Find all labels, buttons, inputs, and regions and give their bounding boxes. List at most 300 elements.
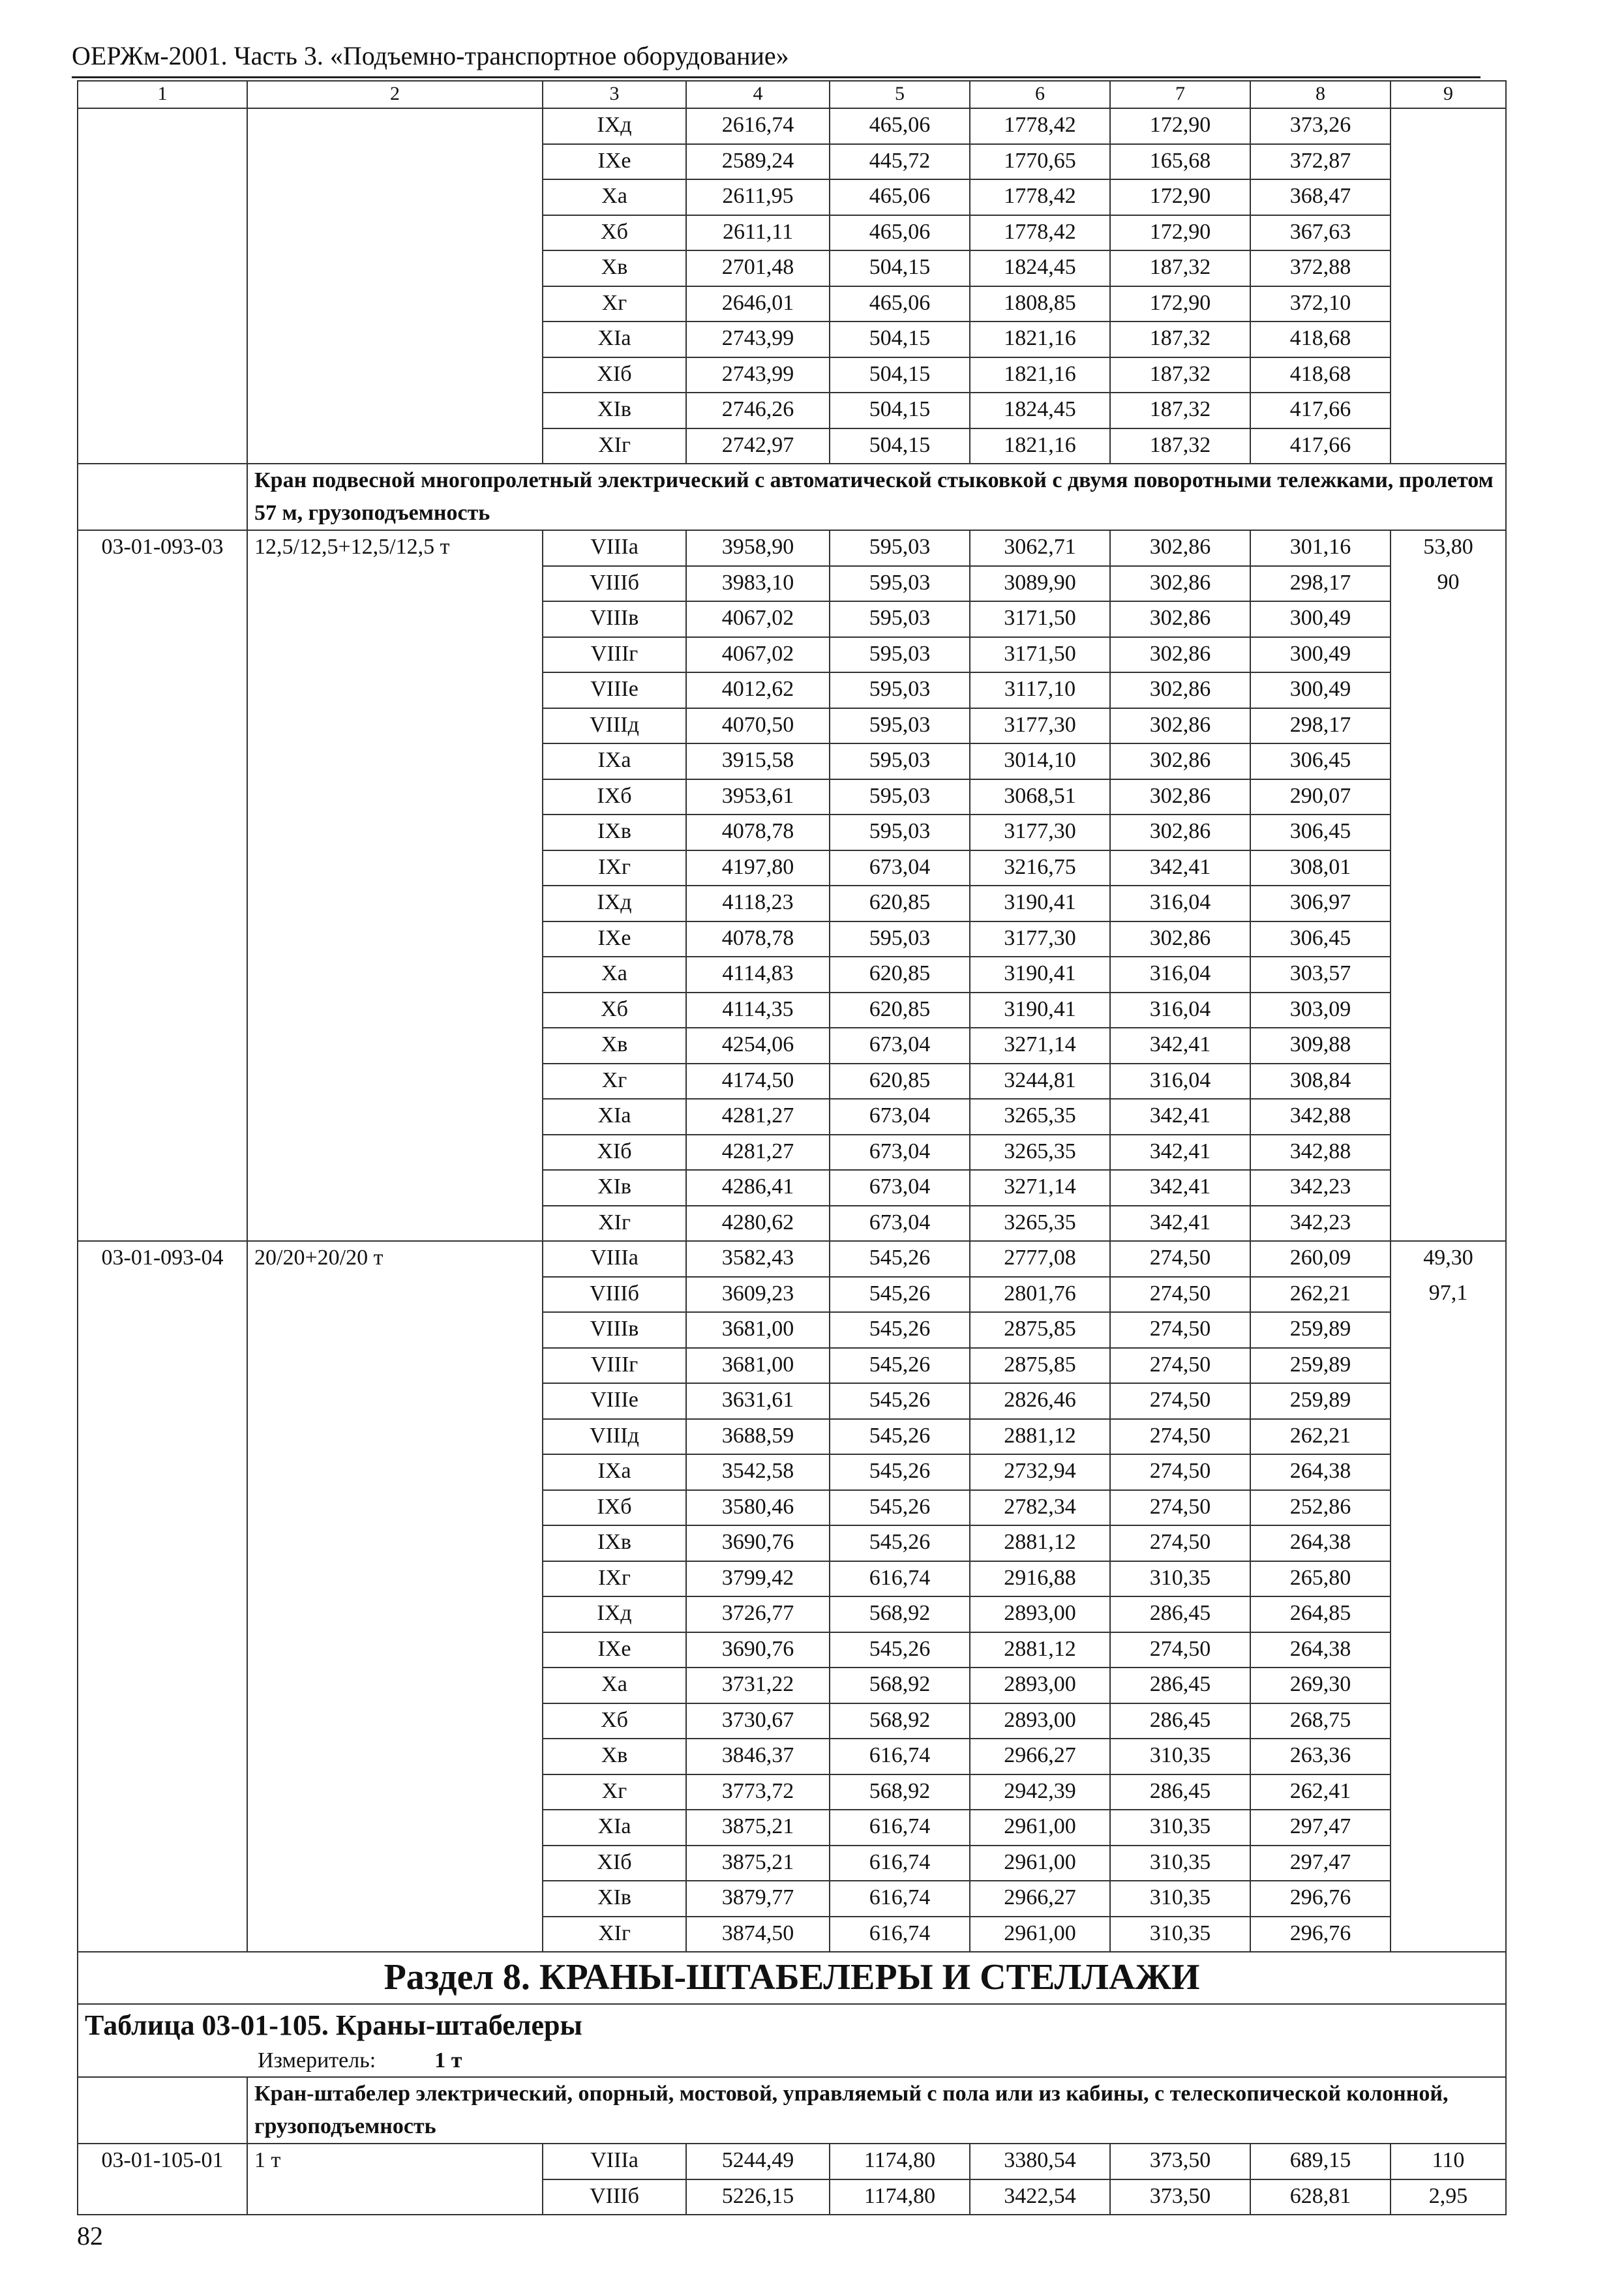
value-cell: 3846,37: [686, 1739, 830, 1774]
value-cell: 3681,00: [686, 1348, 830, 1384]
code-cell: [78, 1810, 247, 1846]
value-cell: 316,04: [1110, 993, 1250, 1028]
table-row: [78, 1881, 1506, 1917]
capacity-cell: [247, 286, 543, 322]
region-cell: XIг: [543, 428, 686, 464]
value-cell: 4197,80: [686, 850, 830, 886]
region-cell: Xв: [543, 1028, 686, 1064]
value-cell: 302,86: [1110, 921, 1250, 957]
col9-cell: [1391, 1099, 1506, 1135]
col9-cell: [1391, 1348, 1506, 1384]
col9-cell: [1391, 393, 1506, 428]
code-cell: [78, 250, 247, 286]
value-cell: 595,03: [830, 921, 970, 957]
region-cell: IXв: [543, 1525, 686, 1561]
value-cell: 3874,50: [686, 1917, 830, 1952]
value-cell: 545,26: [830, 1348, 970, 1384]
col9-cell: [1391, 743, 1506, 779]
capacity-cell: [247, 1525, 543, 1561]
col9-cell: [1391, 1596, 1506, 1632]
region-cell: Xб: [543, 215, 686, 251]
value-cell: 342,41: [1110, 850, 1250, 886]
code-cell: [78, 1064, 247, 1100]
col9-cell: [1391, 1312, 1506, 1348]
value-cell: 290,07: [1250, 779, 1391, 815]
code-cell: [78, 1490, 247, 1526]
value-cell: 595,03: [830, 530, 970, 566]
value-cell: 373,26: [1250, 108, 1391, 144]
value-cell: 4078,78: [686, 815, 830, 850]
capacity-cell: [247, 637, 543, 673]
value-cell: 309,88: [1250, 1028, 1391, 1064]
value-cell: 3542,58: [686, 1454, 830, 1490]
value-cell: 418,68: [1250, 357, 1391, 393]
value-cell: 504,15: [830, 428, 970, 464]
region-cell: IXв: [543, 815, 686, 850]
value-cell: 673,04: [830, 1206, 970, 1242]
capacity-cell: [247, 1348, 543, 1384]
value-cell: 595,03: [830, 779, 970, 815]
code-cell: [78, 1312, 247, 1348]
value-cell: 616,74: [830, 1881, 970, 1917]
capacity-cell: [247, 708, 543, 744]
value-cell: 2743,99: [686, 322, 830, 357]
value-cell: 3380,54: [970, 2144, 1110, 2179]
col9-cell: [1391, 1846, 1506, 1881]
code-cell: [78, 1099, 247, 1135]
value-cell: 3265,35: [970, 1135, 1110, 1171]
table-row: [78, 601, 1506, 637]
value-cell: 3271,14: [970, 1028, 1110, 1064]
value-cell: 259,89: [1250, 1312, 1391, 1348]
capacity-cell: [247, 1739, 543, 1774]
code-cell: [78, 2179, 247, 2215]
code-cell: [78, 1028, 247, 1064]
value-cell: 1821,16: [970, 428, 1110, 464]
value-cell: 172,90: [1110, 215, 1250, 251]
col9-cell: [1391, 1170, 1506, 1206]
value-cell: 4118,23: [686, 886, 830, 921]
column-number: 9: [1391, 81, 1506, 108]
value-cell: 308,84: [1250, 1064, 1391, 1100]
table-row: [78, 672, 1506, 708]
value-cell: 3089,90: [970, 566, 1110, 602]
page-number: 82: [77, 2221, 103, 2251]
table-title-cell: [78, 2004, 1506, 2048]
value-cell: 504,15: [830, 357, 970, 393]
value-cell: 262,21: [1250, 1277, 1391, 1313]
capacity-cell: [247, 144, 543, 180]
table-row: [78, 1241, 1506, 1277]
value-cell: 298,17: [1250, 708, 1391, 744]
value-cell: 3177,30: [970, 815, 1110, 850]
capacity-cell: [247, 2179, 543, 2215]
value-cell: 4067,02: [686, 601, 830, 637]
value-cell: 274,50: [1110, 1454, 1250, 1490]
value-cell: 620,85: [830, 993, 970, 1028]
value-cell: 4281,27: [686, 1135, 830, 1171]
capacity-cell: [247, 1632, 543, 1668]
capacity-cell: [247, 815, 543, 850]
value-cell: 342,41: [1110, 1206, 1250, 1242]
table-row: [78, 250, 1506, 286]
capacity-cell: [247, 921, 543, 957]
value-cell: 2701,48: [686, 250, 830, 286]
capacity-cell: [247, 850, 543, 886]
region-cell: VIIIе: [543, 1383, 686, 1419]
value-cell: 302,86: [1110, 743, 1250, 779]
col9-cell: 49,30: [1391, 1241, 1506, 1277]
table-row: [78, 1632, 1506, 1668]
value-cell: 296,76: [1250, 1881, 1391, 1917]
code-cell: [78, 179, 247, 215]
region-cell: IXд: [543, 108, 686, 144]
value-cell: 302,86: [1110, 779, 1250, 815]
value-cell: 4286,41: [686, 1170, 830, 1206]
value-cell: 310,35: [1110, 1881, 1250, 1917]
value-cell: 418,68: [1250, 322, 1391, 357]
capacity-cell: [247, 1383, 543, 1419]
region-cell: IXа: [543, 743, 686, 779]
value-cell: 187,32: [1110, 428, 1250, 464]
value-cell: 568,92: [830, 1668, 970, 1703]
col9-cell: [1391, 779, 1506, 815]
value-cell: 368,47: [1250, 179, 1391, 215]
region-cell: IXд: [543, 886, 686, 921]
table-row: [78, 179, 1506, 215]
col9-cell: [1391, 357, 1506, 393]
code-cell: [78, 1561, 247, 1597]
value-cell: 264,38: [1250, 1525, 1391, 1561]
capacity-cell: [247, 1028, 543, 1064]
capacity-cell: [247, 743, 543, 779]
value-cell: 3068,51: [970, 779, 1110, 815]
col9-cell: [1391, 1383, 1506, 1419]
col9-cell: [1391, 601, 1506, 637]
value-cell: 3875,21: [686, 1810, 830, 1846]
code-cell: [78, 815, 247, 850]
table-row: [78, 1739, 1506, 1774]
value-cell: 595,03: [830, 566, 970, 602]
value-cell: 2746,26: [686, 393, 830, 428]
value-cell: 2646,01: [686, 286, 830, 322]
value-cell: 259,89: [1250, 1348, 1391, 1384]
meter-value: 1 т: [434, 2048, 462, 2072]
region-cell: XIа: [543, 1810, 686, 1846]
value-cell: 2743,99: [686, 357, 830, 393]
table-row: [78, 1810, 1506, 1846]
table-title-row: [78, 2004, 1506, 2048]
col9-cell: [1391, 921, 1506, 957]
value-cell: 3730,67: [686, 1703, 830, 1739]
value-cell: 187,32: [1110, 322, 1250, 357]
value-cell: 4078,78: [686, 921, 830, 957]
value-cell: 2826,46: [970, 1383, 1110, 1419]
value-cell: 616,74: [830, 1810, 970, 1846]
value-cell: 2875,85: [970, 1348, 1110, 1384]
col9-cell: [1391, 1917, 1506, 1952]
region-cell: XIа: [543, 322, 686, 357]
region-cell: Xа: [543, 957, 686, 993]
value-cell: 3190,41: [970, 993, 1110, 1028]
value-cell: 4254,06: [686, 1028, 830, 1064]
table-row: [78, 1277, 1506, 1313]
value-cell: 3875,21: [686, 1846, 830, 1881]
table-row: [78, 1383, 1506, 1419]
capacity-cell: [247, 601, 543, 637]
table-row: [78, 530, 1506, 566]
value-cell: 595,03: [830, 708, 970, 744]
value-cell: 3171,50: [970, 637, 1110, 673]
col9-cell: [1391, 1561, 1506, 1597]
table-row: [78, 1525, 1506, 1561]
region-cell: IXг: [543, 1561, 686, 1597]
capacity-cell: [247, 1064, 543, 1100]
table-row: [78, 779, 1506, 815]
region-cell: IXе: [543, 144, 686, 180]
col9-cell: [1391, 1419, 1506, 1455]
region-cell: Xа: [543, 179, 686, 215]
value-cell: 2732,94: [970, 1454, 1110, 1490]
value-cell: 1778,42: [970, 108, 1110, 144]
value-cell: 269,30: [1250, 1668, 1391, 1703]
value-cell: 545,26: [830, 1277, 970, 1313]
value-cell: 300,49: [1250, 601, 1391, 637]
value-cell: 252,86: [1250, 1490, 1391, 1526]
capacity-cell: [247, 357, 543, 393]
capacity-cell: 12,5/12,5+12,5/12,5 т: [247, 530, 543, 566]
region-cell: IXб: [543, 779, 686, 815]
code-cell: [78, 1454, 247, 1490]
value-cell: 264,38: [1250, 1454, 1391, 1490]
value-cell: 172,90: [1110, 108, 1250, 144]
col9-cell: 90: [1391, 566, 1506, 602]
value-cell: 3216,75: [970, 850, 1110, 886]
value-cell: 4114,83: [686, 957, 830, 993]
value-cell: 3422,54: [970, 2179, 1110, 2215]
value-cell: 545,26: [830, 1525, 970, 1561]
value-cell: 3773,72: [686, 1774, 830, 1810]
code-cell: [78, 322, 247, 357]
code-cell: [78, 1419, 247, 1455]
value-cell: 1821,16: [970, 322, 1110, 357]
region-cell: VIIIг: [543, 1348, 686, 1384]
col9-cell: [1391, 322, 1506, 357]
value-cell: 4280,62: [686, 1206, 830, 1242]
region-cell: Xб: [543, 993, 686, 1028]
value-cell: 3244,81: [970, 1064, 1110, 1100]
value-cell: 187,32: [1110, 357, 1250, 393]
value-cell: 545,26: [830, 1383, 970, 1419]
region-cell: Xг: [543, 286, 686, 322]
value-cell: 3190,41: [970, 957, 1110, 993]
region-cell: Xг: [543, 1774, 686, 1810]
region-cell: Xв: [543, 250, 686, 286]
value-cell: 342,23: [1250, 1206, 1391, 1242]
value-cell: 5244,49: [686, 2144, 830, 2179]
value-cell: 373,50: [1110, 2144, 1250, 2179]
col9-cell: [1391, 1028, 1506, 1064]
meter-cell: [78, 2048, 1506, 2077]
table-row: [78, 1668, 1506, 1703]
value-cell: 673,04: [830, 1099, 970, 1135]
region-cell: IXд: [543, 1596, 686, 1632]
value-cell: 296,76: [1250, 1917, 1391, 1952]
value-cell: 342,41: [1110, 1135, 1250, 1171]
column-number: 1: [78, 81, 247, 108]
value-cell: 165,68: [1110, 144, 1250, 180]
table-row: [78, 708, 1506, 744]
value-cell: 3177,30: [970, 708, 1110, 744]
table-row: [78, 993, 1506, 1028]
code-cell: 03-01-105-01: [78, 2144, 247, 2179]
price-table: [77, 80, 1507, 2215]
value-cell: 1778,42: [970, 215, 1110, 251]
value-cell: 545,26: [830, 1312, 970, 1348]
table-row: [78, 1064, 1506, 1100]
value-cell: 302,86: [1110, 637, 1250, 673]
capacity-cell: [247, 1810, 543, 1846]
col9-cell: [1391, 1703, 1506, 1739]
region-cell: XIв: [543, 1170, 686, 1206]
table-row: [78, 1917, 1506, 1952]
code-cell: [78, 428, 247, 464]
capacity-cell: [247, 957, 543, 993]
value-cell: 595,03: [830, 672, 970, 708]
region-cell: XIг: [543, 1206, 686, 1242]
value-cell: 310,35: [1110, 1846, 1250, 1881]
value-cell: 4281,27: [686, 1099, 830, 1135]
value-cell: 3958,90: [686, 530, 830, 566]
value-cell: 445,72: [830, 144, 970, 180]
value-cell: 1174,80: [830, 2144, 970, 2179]
value-cell: 274,50: [1110, 1490, 1250, 1526]
value-cell: 310,35: [1110, 1917, 1250, 1952]
code-cell: [78, 1703, 247, 1739]
value-cell: 306,45: [1250, 815, 1391, 850]
region-cell: Xв: [543, 1739, 686, 1774]
table-title: Таблица 03-01-105. Краны-штабелеры: [85, 2009, 582, 2041]
capacity-cell: [247, 993, 543, 1028]
col9-cell: [1391, 1490, 1506, 1526]
value-cell: 306,97: [1250, 886, 1391, 921]
table-row: [78, 1135, 1506, 1171]
col9-cell: [1391, 215, 1506, 251]
region-cell: VIIIд: [543, 1419, 686, 1455]
region-cell: Xб: [543, 1703, 686, 1739]
value-cell: 2881,12: [970, 1419, 1110, 1455]
value-cell: 2589,24: [686, 144, 830, 180]
code-cell: [78, 215, 247, 251]
capacity-cell: [247, 1206, 543, 1242]
code-cell: [78, 957, 247, 993]
code-cell: [78, 108, 247, 144]
region-cell: XIв: [543, 393, 686, 428]
table-row: [78, 322, 1506, 357]
region-cell: XIб: [543, 357, 686, 393]
table-row: [78, 2144, 1506, 2179]
table-row: [78, 921, 1506, 957]
column-number: 6: [970, 81, 1110, 108]
value-cell: 264,85: [1250, 1596, 1391, 1632]
value-cell: 628,81: [1250, 2179, 1391, 2215]
col9-cell: [1391, 144, 1506, 180]
value-cell: 2801,76: [970, 1277, 1110, 1313]
value-cell: 568,92: [830, 1774, 970, 1810]
capacity-cell: [247, 1846, 543, 1881]
col9-cell: [1391, 637, 1506, 673]
value-cell: 1824,45: [970, 250, 1110, 286]
value-cell: 2942,39: [970, 1774, 1110, 1810]
region-cell: VIIIг: [543, 637, 686, 673]
value-cell: 2961,00: [970, 1810, 1110, 1846]
meter-row: [78, 2048, 1506, 2077]
value-cell: 310,35: [1110, 1561, 1250, 1597]
col9-cell: 53,80: [1391, 530, 1506, 566]
value-cell: 1824,45: [970, 393, 1110, 428]
header-rule: [72, 76, 1481, 78]
value-cell: 465,06: [830, 179, 970, 215]
value-cell: 372,87: [1250, 144, 1391, 180]
value-cell: 3014,10: [970, 743, 1110, 779]
value-cell: 616,74: [830, 1917, 970, 1952]
capacity-cell: [247, 108, 543, 144]
region-cell: Xа: [543, 1668, 686, 1703]
value-cell: 616,74: [830, 1561, 970, 1597]
capacity-cell: [247, 886, 543, 921]
column-number: 3: [543, 81, 686, 108]
code-cell: [78, 286, 247, 322]
col9-cell: [1391, 179, 1506, 215]
region-cell: VIIIб: [543, 2179, 686, 2215]
meter-label: Измеритель:: [258, 2048, 376, 2072]
value-cell: 187,32: [1110, 250, 1250, 286]
code-cell: [78, 1917, 247, 1952]
value-cell: 2782,34: [970, 1490, 1110, 1526]
code-cell: [78, 1668, 247, 1703]
table-row: [78, 1774, 1506, 1810]
value-cell: 310,35: [1110, 1810, 1250, 1846]
value-cell: 3271,14: [970, 1170, 1110, 1206]
capacity-cell: [247, 1774, 543, 1810]
capacity-cell: [247, 1135, 543, 1171]
capacity-cell: [247, 1703, 543, 1739]
col9-cell: [1391, 286, 1506, 322]
col9-cell: [1391, 993, 1506, 1028]
value-cell: 308,01: [1250, 850, 1391, 886]
table-row: [78, 1490, 1506, 1526]
value-cell: 620,85: [830, 957, 970, 993]
value-cell: 306,45: [1250, 743, 1391, 779]
table-row: [78, 1846, 1506, 1881]
value-cell: 2881,12: [970, 1525, 1110, 1561]
region-cell: IXг: [543, 850, 686, 886]
col9-cell: [1391, 1668, 1506, 1703]
value-cell: 595,03: [830, 601, 970, 637]
col9-cell: [1391, 1206, 1506, 1242]
value-cell: 2961,00: [970, 1917, 1110, 1952]
value-cell: 545,26: [830, 1632, 970, 1668]
table-row: [78, 957, 1506, 993]
value-cell: 265,80: [1250, 1561, 1391, 1597]
value-cell: 302,86: [1110, 601, 1250, 637]
value-cell: 3171,50: [970, 601, 1110, 637]
value-cell: 1808,85: [970, 286, 1110, 322]
col9-cell: [1391, 672, 1506, 708]
table-row: [78, 144, 1506, 180]
capacity-cell: [247, 1917, 543, 1952]
value-cell: 673,04: [830, 1028, 970, 1064]
